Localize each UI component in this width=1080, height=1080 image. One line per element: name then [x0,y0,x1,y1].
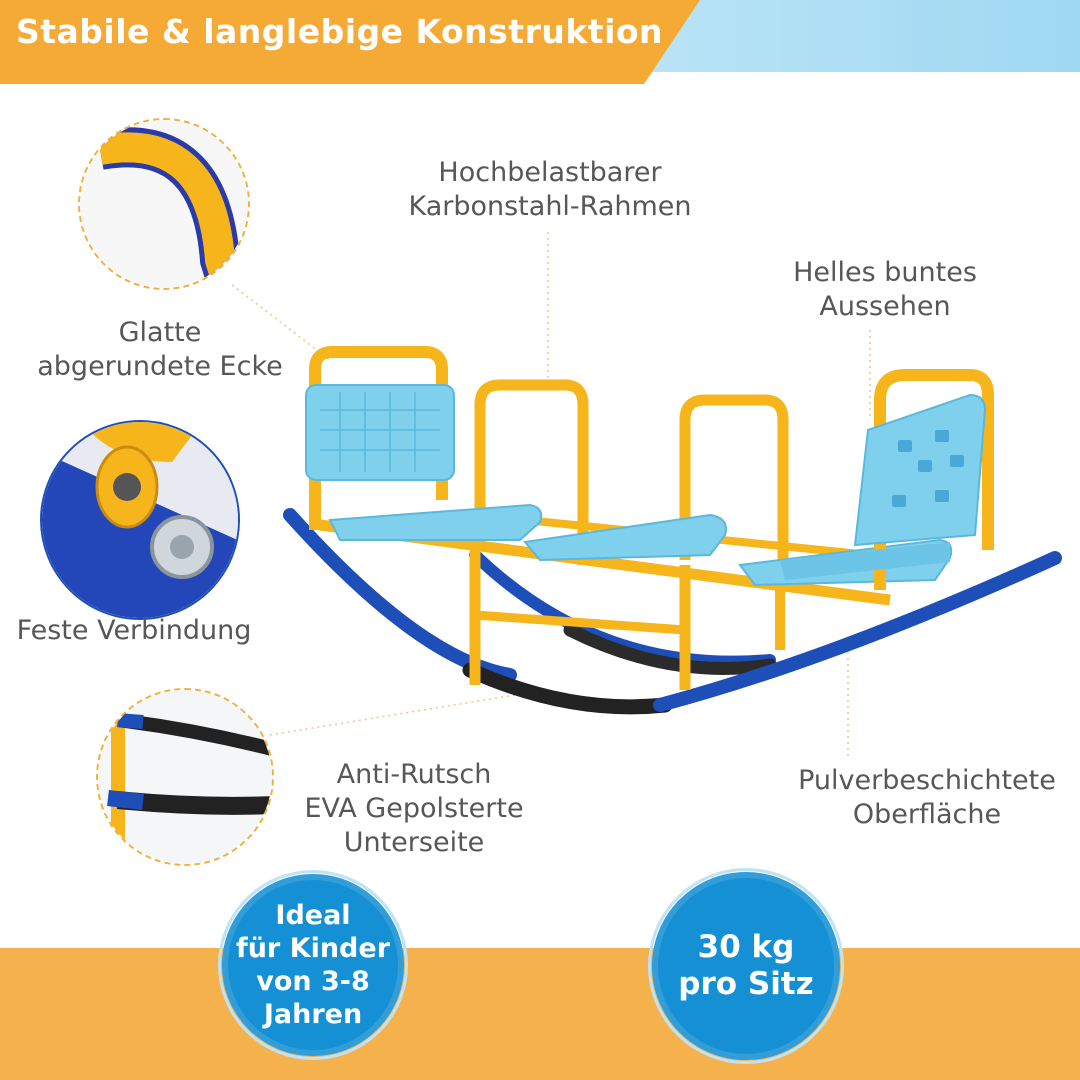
callout-coating-line1: Pulverbeschichtete [798,765,1056,796]
callout-colorful [760,256,1010,324]
detail-rounded-corner [78,118,250,290]
callout-corner [20,316,300,384]
age-badge-line1: Ideal [275,900,351,931]
callout-frame-line2: Karbonstahl-Rahmen [408,191,692,222]
age-badge-line3: von 3-8 [256,966,370,997]
detail-underside-padding [96,688,274,866]
weight-badge-line1: 30 kg [697,929,795,965]
page-title: Stabile & langlebige Konstruktion [16,12,664,51]
callout-underside [280,758,548,860]
callout-connection [6,614,262,648]
detail-bolt-connection [40,420,240,620]
callout-frame-line1: Hochbelastbarer [438,157,662,188]
age-badge [222,874,404,1056]
callout-coating-line2: Oberfläche [852,799,1002,830]
callout-frame [400,156,700,224]
age-badge-line4: Jahren [263,999,363,1030]
age-badge-line2: für Kinder [235,933,391,964]
callout-underside-line2: EVA Gepolsterte [304,793,524,824]
callout-underside-line1: Anti-Rutsch [336,759,492,790]
callout-colorful-line1: Helles buntes [793,257,977,288]
weight-badge-line2: pro Sitz [678,966,814,1002]
callout-colorful-line2: Aussehen [819,291,951,322]
callout-connection-line1: Feste Verbindung [16,615,252,646]
callout-coating [782,764,1072,832]
seesaw-product-image [270,330,1070,750]
callout-corner-line2: abgerundete Ecke [37,351,283,382]
callout-underside-line3: Unterseite [343,827,485,858]
weight-badge [652,872,840,1060]
callout-corner-line1: Glatte [118,317,202,348]
